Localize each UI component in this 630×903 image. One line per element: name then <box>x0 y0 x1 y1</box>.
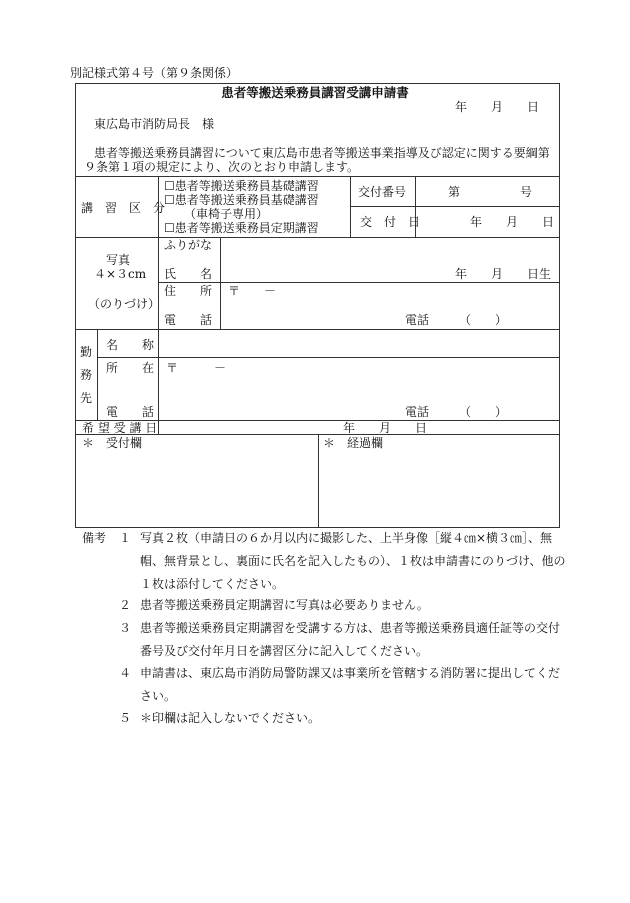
workplace-label-3: 先 <box>80 391 93 405</box>
phone-field[interactable]: 電話 （ ） <box>405 313 508 327</box>
address-label: 住 所 <box>164 284 213 298</box>
workplace-phone-field[interactable]: 電話 （ ） <box>405 405 508 419</box>
note-4-line1: 申請書は、東広島市消防局警防課又は事業所を管轄する消防署に提出してくだ <box>140 666 561 680</box>
note-1-line2: 帽、無背景とし、裏面に氏名を記入したもの）、１枚は申請書にのりづけ、他の <box>140 554 566 568</box>
photo-size: ４×３cm <box>94 267 147 281</box>
addressee: 東広島市消防局長 様 <box>94 117 215 131</box>
note-2-number: ２ <box>119 598 132 612</box>
note-1-line1: 写真２枚（申請日の６か月以内に撮影した、上半身像［縦４㎝×横３㎝］、無 <box>140 531 553 545</box>
workplace-name-label: 名 称 <box>106 338 155 352</box>
issue-date-label: 交 付 日 <box>360 215 421 229</box>
workplace-label-2: 務 <box>80 368 93 382</box>
intro-text-line2: ９条第１項の規定により、次のとおり申請します。 <box>84 160 360 174</box>
phone-label: 電 話 <box>164 313 213 327</box>
note-5-line1: ＊印欄は記入しないでください。 <box>140 711 321 725</box>
desired-date-label: 希 望 受 講 日 <box>82 421 158 435</box>
photo-paste-note: （のりづけ） <box>88 297 161 311</box>
reception-label: ＊ 受付欄 <box>82 436 143 450</box>
note-3-line1: 患者等搬送乗務員定期講習を受講する方は、患者等搬送乗務員適任証等の交付 <box>140 621 561 635</box>
course-label: 講 習 区 分 <box>81 201 166 215</box>
form-number-label: 別記様式第４号（第９条関係） <box>70 66 239 80</box>
workplace-address-label: 所 在 <box>106 361 155 375</box>
issue-number-field[interactable]: 第 号 <box>448 185 533 199</box>
course-option-wheelchair-note: （車椅子専用） <box>184 207 269 221</box>
note-4-line2: さい。 <box>140 689 177 703</box>
form-title: 患者等搬送乗務員講習受講申請書 <box>221 85 409 100</box>
address-postal[interactable]: 〒 － <box>228 284 277 298</box>
workplace-label-1: 勤 <box>80 345 93 359</box>
issue-number-label: 交付番号 <box>358 185 407 199</box>
note-1-line3: １枚は添付してください。 <box>140 577 285 591</box>
intro-text-line1: 患者等搬送乗務員講習について東広島市患者等搬送事業指導及び認定に関する要綱第 <box>94 146 550 160</box>
note-3-number: ３ <box>119 621 132 635</box>
note-2-line1: 患者等搬送乗務員定期講習に写真は必要ありません。 <box>140 598 429 612</box>
note-4-number: ４ <box>119 666 132 680</box>
desired-date-field[interactable]: 年 月 日 <box>343 421 428 435</box>
workplace-phone-label: 電 話 <box>106 405 155 419</box>
birth-date-field[interactable]: 年 月 日生 <box>455 267 552 281</box>
note-3-line2: 番号及び交付年月日を講習区分に記入してください。 <box>140 644 429 658</box>
note-5-number: ５ <box>119 711 132 725</box>
course-option-basic[interactable]: ☐患者等搬送乗務員基礎講習 <box>164 179 319 193</box>
workplace-postal[interactable]: 〒 － <box>166 361 227 375</box>
course-option-wheelchair[interactable]: ☐患者等搬送乗務員基礎講習 <box>164 193 319 207</box>
issue-date-field[interactable]: 年 月 日 <box>470 215 555 229</box>
furigana-label: ふりがな <box>164 238 213 252</box>
notes-heading: 備考 <box>82 531 107 545</box>
note-1-number: １ <box>119 531 132 545</box>
name-label: 氏 名 <box>164 267 213 281</box>
progress-label: ＊ 経過欄 <box>323 436 384 450</box>
application-date: 年 月 日 <box>455 100 540 114</box>
photo-label: 写真 <box>106 253 131 267</box>
course-option-periodic[interactable]: ☐患者等搬送乗務員定期講習 <box>164 221 319 235</box>
